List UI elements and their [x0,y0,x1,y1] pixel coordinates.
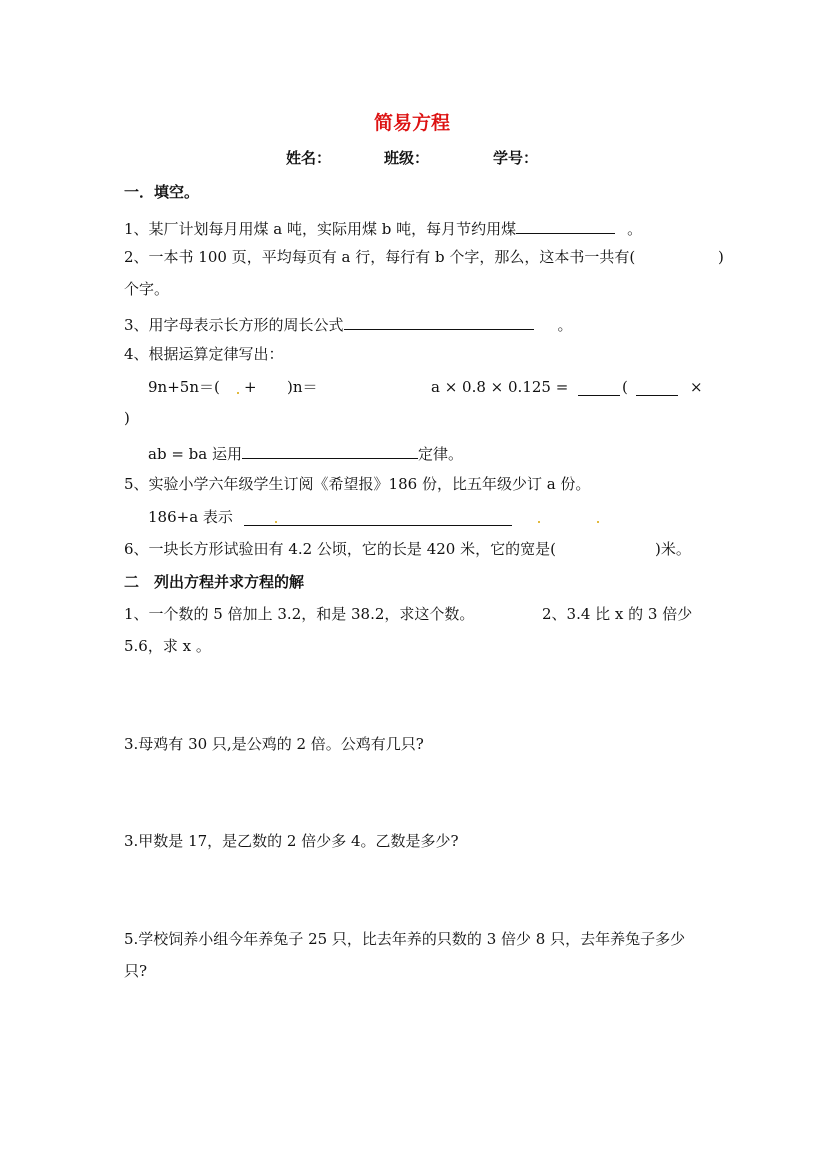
question-3 [124,315,573,333]
answer-blank [344,315,534,330]
section-two-heading: 二 列出方程并求方程的解 [124,573,305,591]
decorative-dot [237,392,239,394]
question-5-sub: 186+a 表示 [148,508,233,526]
question-2-line2: 个字。 [124,280,170,298]
problem-5-line2: 只? [124,962,148,980]
eq2-part-c: × [690,378,703,396]
class-label: 班级： [384,149,430,167]
section-one-heading: 一．填空。 [124,183,200,201]
decorative-dot [275,521,277,523]
question-1-end: 。 [627,220,643,238]
question-6-end: )米。 [655,540,691,558]
answer-blank [516,219,615,234]
decorative-dot [597,521,599,523]
eq1-plus: + [244,378,257,396]
question-1 [124,219,642,237]
answer-blank [244,525,512,526]
eq2-part-b: ( [622,378,628,396]
eq2-part-a: a × 0.8 × 0.125 = [431,378,569,396]
question-3-text: 3、用字母表示长方形的周长公式 [124,316,344,334]
name-label: 姓名： [286,149,332,167]
problem-2-line2: 5.6，求 x 。 [124,637,211,655]
eq3-part-a: ab = ba 运用 [148,445,242,463]
question-4: 4、根据运算定律写出： [124,345,284,363]
eq2-close: ) [124,409,130,427]
eq3 [148,444,463,462]
student-id-label: 学号： [493,149,539,167]
question-3-end: 。 [557,316,573,334]
question-2-text: 2、一本书 100 页，平均每页有 a 行，每行有 b 个字，那么，这本书一共有( [124,248,636,266]
answer-blank [636,395,678,396]
problem-3: 3.母鸡有 30 只,是公鸡的 2 倍。公鸡有几只? [124,735,424,753]
question-5: 5、实验小学六年级学生订阅《希望报》186 份，比五年级少订 a 份。 [124,475,591,493]
problem-2-line1: 2、3.4 比 x 的 3 倍少 [542,605,693,623]
decorative-dot [538,521,540,523]
question-2-line1 [124,250,635,265]
answer-blank [578,395,620,396]
eq1-part-b: )n＝ [287,378,318,396]
question-2-close: ) [718,248,724,266]
problem-1: 1、一个数的 5 倍加上 3.2，和是 38.2，求这个数。 [124,605,475,623]
eq1-part-a: 9n+5n＝( [148,378,220,396]
answer-blank [242,444,418,459]
problem-5-line1: 5.学校饲养小组今年养兔子 25 只，比去年养的只数的 3 倍少 8 只，去年养兔子多少 [124,930,686,948]
problem-4: 3.甲数是 17，是乙数的 2 倍少多 4。乙数是多少? [124,832,459,850]
question-6: 6、一块长方形试验田有 4.2 公顷，它的长是 420 米，它的宽是( [124,540,556,558]
page-title: 简易方程 [374,112,451,134]
question-1-text: 1、某厂计划每月用煤 a 吨，实际用煤 b 吨，每月节约用煤 [124,220,517,238]
eq3-part-b: 定律。 [417,445,463,463]
